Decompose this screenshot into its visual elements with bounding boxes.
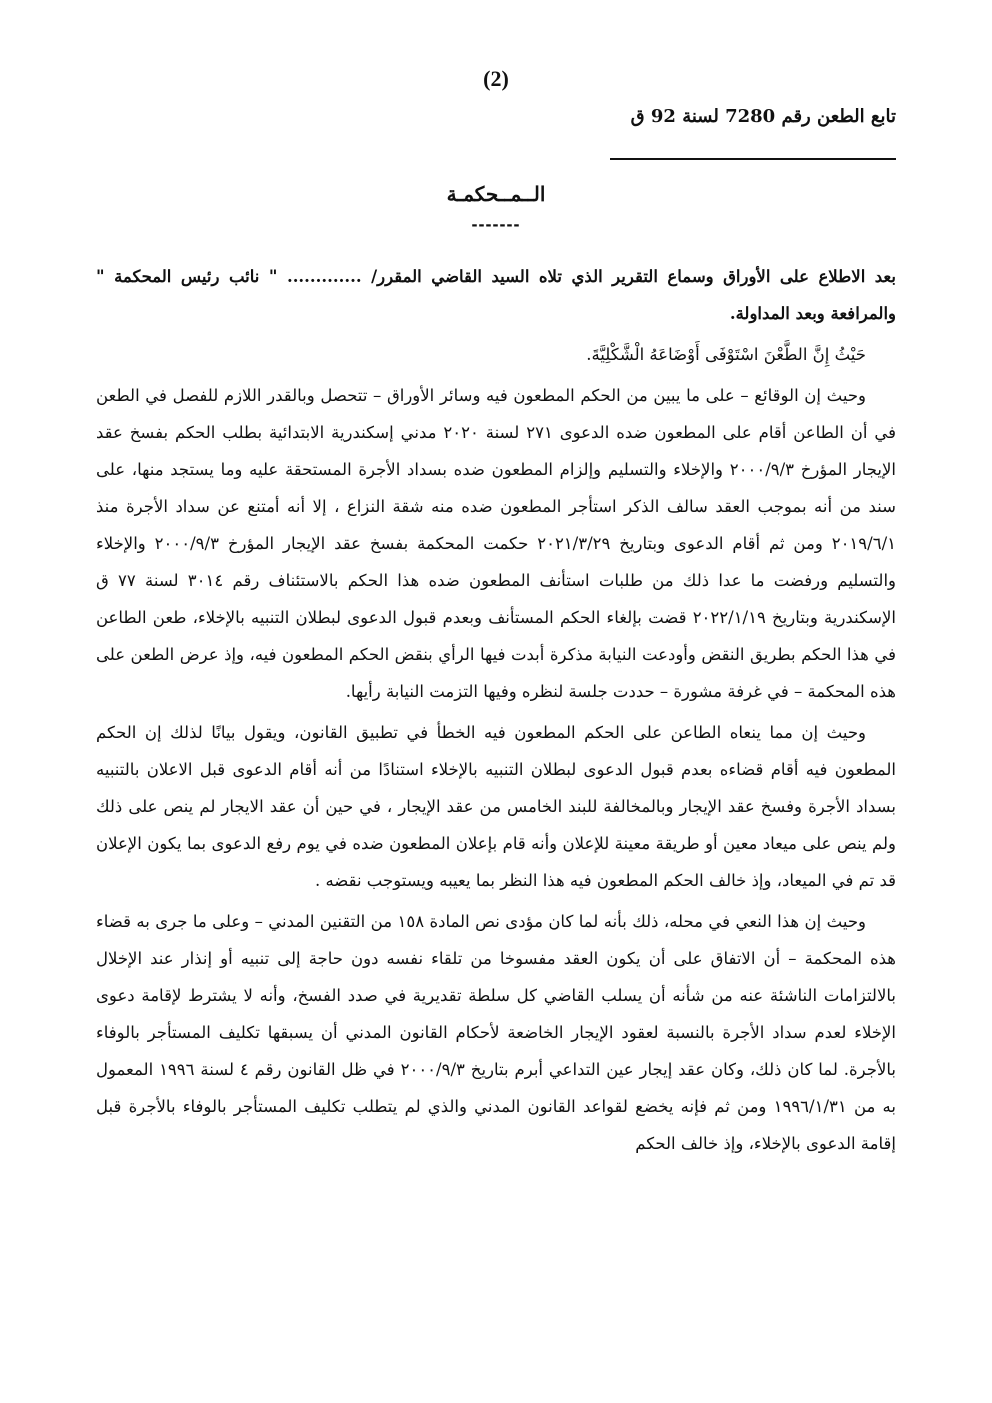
- court-reasoning-paragraph: وحيث إن هذا النعي في محله، ذلك بأنه لما كان مؤدى نص المادة ١٥٨ من التقنين المدني – وعلى ما جرى به قضاء هذه المحكمة – أن الاتفاق على أن يكون العقد مفسوخا من تلقاء نفسه دون حاجة إلى تنبيه أو إنذار عند الإخلال بالالتزامات الناشئة عنه من شأنه أن يسلب القاضي كل سلطة تقديرية في صدد الفسخ، وأنه لا يشترط لإقامة دعوى الإخلاء لعدم سداد الأجرة بالنسبة لعقود الإيجار الخاضعة لأحكام القانون المدني أن يسبقها تكليف المستأجر بالوفاء بالأجرة. لما كان ذلك، وكان عقد إيجار عين التداعي أبرم بتاريخ ٢٠٠٠/٩/٣ في ظل القانون رقم ٤ لسنة ١٩٩٦ المعمول به من ١٩٩٦/١/٣١ ومن ثم فإنه يخضع لقواعد القانون المدني والذي لم يتطلب تكليف المستأجر بالوفاء بالأجرة قبل إقامة الدعوى بالإخلاء، وإذ خالف الحكم: [96, 912, 896, 1153]
- document-body: [96, 258, 896, 1166]
- section-title: الــمــحكمـة: [446, 182, 546, 206]
- preamble-paragraph: بعد الاطلاع على الأوراق وسماع التقرير الذي تلاه السيد القاضي المقرر/ ............. " نائب رئيس المحكمة " والمرافعة وبعد المداولة.: [96, 267, 896, 323]
- header-divider: [610, 158, 896, 160]
- page-number: (2): [483, 66, 509, 91]
- appeal-grounds-paragraph: وحيث إن مما ينعاه الطاعن على الحكم المطعون فيه الخطأ في تطبيق القانون، ويقول بيانًا لذلك إن الحكم المطعون فيه أقام قضاءه بعدم قبول الدعوى لبطلان التنبيه بالإخلاء استنادًا من أنه أقام الدعوى قبل الاعلان بالتنبيه بسداد الأجرة وفسخ عقد الإيجار وبالمخالفة للبند الخامس من عقد الإيجار ، في حين أن عقد الايجار لم ينص على ذلك ولم ينص على ميعاد معين أو طريقة معينة للإعلان وأنه قام بإعلان المطعون ضده في يوم رفع الدعوى بما يكون الإعلان قد تم في الميعاد، وإذ خالف الحكم المطعون فيه هذا النظر بما يعيبه ويستوجب نقضه .: [96, 723, 896, 890]
- formal-acceptance-paragraph: حَيْثُ إِنَّ الطَّعْنَ اسْتَوْفَى أَوْضَاعَهُ الْشَّكْلِيَّةَ.: [586, 345, 866, 364]
- title-underline-dashes: -------: [471, 214, 521, 234]
- facts-paragraph: وحيث إن الوقائع – على ما يبين من الحكم المطعون فيه وسائر الأوراق – تتحصل وبالقدر اللازم للفصل في الطعن في أن الطاعن أقام على المطعون ضده الدعوى ٢٧١ لسنة ٢٠٢٠ مدني إسكندرية الابتدائية بطلب الحكم بفسخ عقد الإيجار المؤرخ ٢٠٠٠/٩/٣ والإخلاء والتسليم وإلزام المطعون ضده بسداد الأجرة المستحقة عليه وما يستجد منها، على سند من أنه بموجب العقد سالف الذكر استأجر المطعون ضده منه شقة النزاع ، إلا أنه أمتنع عن سداد الأجرة منذ ٢٠١٩/٦/١ ومن ثم أقام الدعوى وبتاريخ ٢٠٢١/٣/٢٩ حكمت المحكمة بفسخ عقد الإيجار المؤرخ ٢٠٠٠/٩/٣ والإخلاء والتسليم ورفضت ما عدا ذلك من طلبات استأنف المطعون ضده هذا الحكم بالاستئناف رقم ٣٠١٤ لسنة ٧٧ ق الإسكندرية وبتاريخ ٢٠٢٢/١/١٩ قضت بإلغاء الحكم المستأنف وبعدم قبول الدعوى لبطلان التنبيه بالإخلاء، طعن الطاعن في هذا الحكم بطريق النقض وأودعت النيابة مذكرة أبدت فيها الرأي بنقض الحكم المطعون فيه، وإذ عرض الطعن على هذه المحكمة – في غرفة مشورة – حددت جلسة لنظره وفيها التزمت النيابة رأيها.: [96, 386, 896, 701]
- case-reference: تابع الطعن رقم 7280 لسنة 92 ق: [630, 106, 896, 127]
